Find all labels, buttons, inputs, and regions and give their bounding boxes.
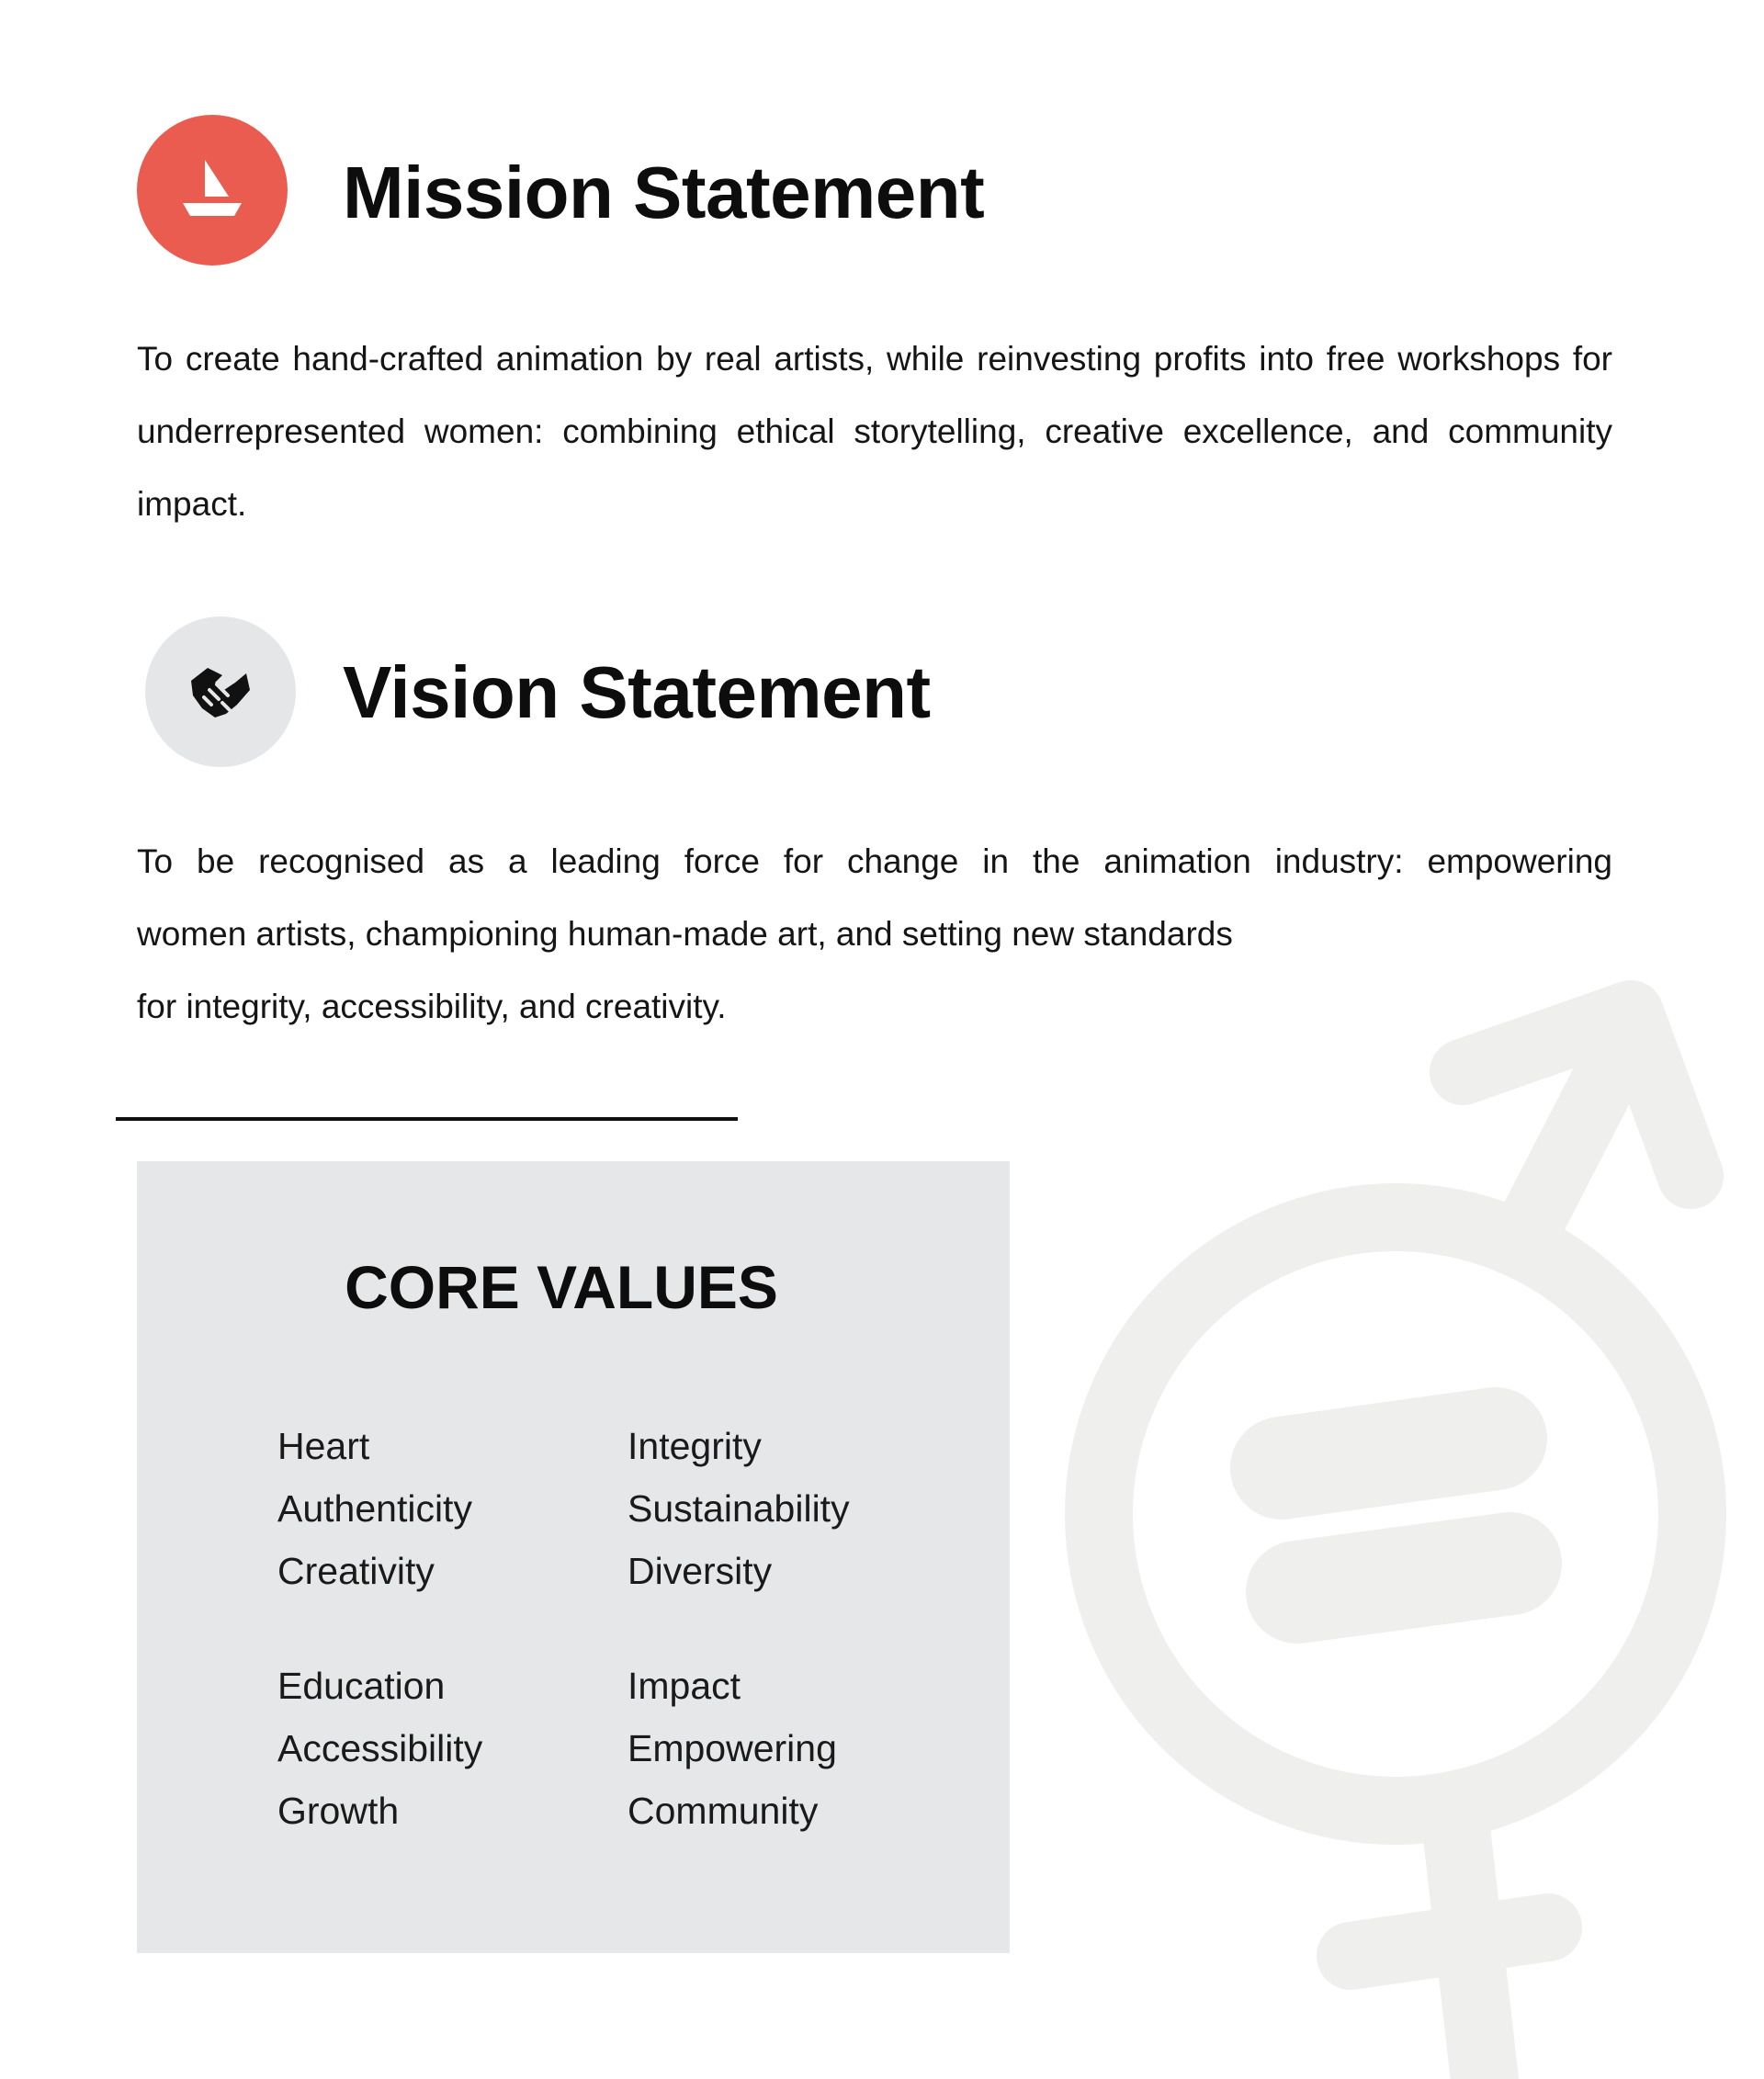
vision-icon-circle — [145, 616, 296, 767]
core-value-item: Authenticity — [277, 1487, 472, 1530]
sailboat-icon — [177, 155, 247, 225]
core-value-item: Heart — [277, 1425, 370, 1467]
core-value-item: Integrity — [628, 1425, 762, 1467]
gender-equality-icon — [1029, 955, 1764, 2079]
core-values-divider — [116, 1117, 738, 1121]
core-values-panel — [137, 1161, 1010, 1953]
mission-icon-circle — [137, 115, 288, 266]
handshake-icon — [189, 662, 252, 721]
core-value-item: Education — [277, 1665, 446, 1707]
vision-text-line: women artists, championing human-made art, and setting new standards — [137, 915, 1233, 953]
vision-text-line: for integrity, accessibility, and creativity. — [137, 988, 727, 1025]
vision-text-line: To be recognised as a leading force for change in the animation industry: empowering — [137, 842, 1612, 880]
core-value-item: Empowering — [628, 1727, 837, 1769]
core-value-item: Accessibility — [277, 1727, 483, 1769]
mission-title: Mission Statement — [343, 152, 985, 233]
core-value-item: Creativity — [277, 1550, 435, 1592]
core-value-item: Impact — [628, 1665, 741, 1707]
mission-text: To create hand-crafted animation by real artists, while reinvesting profits into free workshops for underrepresented women: combining ethical storytelling, creative excellence, and community impact. — [137, 340, 1612, 523]
core-values-right-column — [628, 1415, 850, 1842]
core-values-title: CORE VALUES — [345, 1253, 778, 1321]
core-value-item: Diversity — [628, 1550, 773, 1592]
vision-text — [137, 825, 1612, 1043]
core-value-item: Sustainability — [628, 1487, 850, 1530]
core-value-item: Growth — [277, 1790, 400, 1832]
core-value-item: Community — [628, 1790, 819, 1832]
core-values-left-column — [277, 1415, 482, 1842]
vision-title: Vision Statement — [343, 651, 931, 733]
